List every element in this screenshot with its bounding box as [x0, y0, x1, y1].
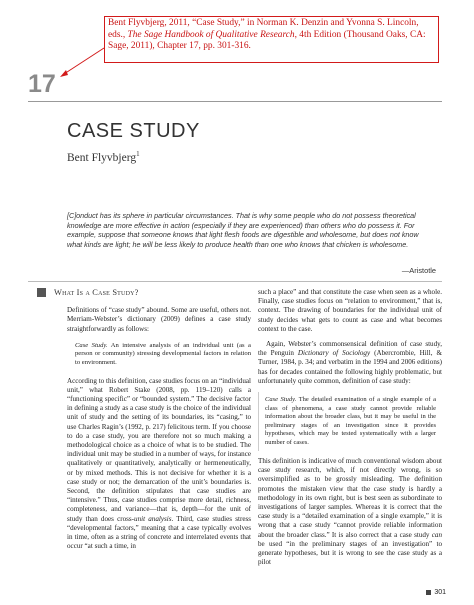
chapter-number: 17 — [28, 70, 56, 98]
left-column — [54, 288, 252, 557]
chapter-author — [67, 150, 140, 164]
definition-webster — [75, 340, 251, 370]
right-p3-italic: can — [431, 530, 442, 539]
right-p2-a: Again, Webster’s commonsensical definition of case study, the Penguin — [258, 340, 442, 358]
definition-term: Case Study. — [75, 341, 108, 349]
right-p3-a: This definition is indicative of much conventional wisdom about case study research, which, if not directly wrong, is so oversimplified as to be grossly misleading. The definition promotes the mistaken view that the case study is hardly a methodology in its own right, but is best seen as subordinate to investigations of larger samples. Whereas it is correct that the case study is a “detailed examination of a single example,” it is wrong that a case study “cannot provide reliable information about the broader class.” It is also correct that a case study — [258, 457, 442, 539]
citation-text-2: , 4th Edition (Thousand Oaks, CA: Sage, 2011), Chapter 17, pp. 301-316. — [108, 29, 426, 51]
right-p2-b: (Abercrombie, Hill, & Turner, 1984, p. 34; and verbatim in the 1994 and 2006 editions) has for decades contained the following highly problematic, but unfortunately quite common, definition of case study: — [258, 349, 442, 385]
left-p2-italic: unit analysis — [134, 514, 172, 523]
definition-term-2: Case Study. — [265, 396, 297, 404]
section-title: What Is a Case Study? — [54, 288, 139, 297]
epigraph-rule — [28, 281, 442, 282]
header-rule — [28, 101, 442, 102]
author-footnote-marker: 1 — [136, 150, 140, 158]
author-name: Bent Flyvbjerg — [67, 151, 137, 164]
page-number — [426, 589, 446, 596]
definition-text: An intensive analysis of an individual unit (as a person or community) stressing developmental factors in relation to environment. — [75, 341, 251, 366]
right-paragraph-3 — [258, 457, 442, 567]
citation-text-1: Bent Flyvbjerg, 2011, “Case Study,” in Norman K. Denzin and Yvonna S. Lincoln, eds., — [108, 18, 419, 40]
section-heading — [54, 288, 251, 297]
citation-book-title: The Sage Handbook of Qualitative Research — [127, 29, 295, 40]
definition-penguin — [258, 392, 442, 451]
left-paragraph-1: Definitions of “case study” abound. Some are useful, others not. Merriam-Webster’s dictionary (2009) defines a case study straightforwardly as follows: — [67, 306, 251, 333]
left-p2-text: According to this definition, case studies focus on an “individual unit,” what Robert Stake (2008, pp. 119–120) calls a “functioning specific” or “bounded system.” The decisive factor in defining a study as a case study is the choice of the individual unit of study and the setting of its boundaries, its “casing,” to use Charles Ragin’s (1992, p. 217) felicitous term. If you choose to do a case study, you are therefore not so much making a methodological choice as a choice of what is to be studied. The individual unit may be studied in a number of ways, for instance qualitatively or quantitatively, analytically or hermeneutically, or by mixed methods. This is not decisive for whether it is a case study or not; the demarcation of the unit’s boundaries is. Second, the definition stipulates that case studies are “intensive.” Thus, case studies comprise more detail, richness, completeness, and variance—that is, depth—for the unit of study than does cross- — [67, 376, 252, 523]
left-p2-end: . Third, case studies stress “developmental factors,” meaning that a case typically evolves in time, often as a string of concrete and interrelated events that occur “at such a time, in — [67, 514, 251, 551]
right-p3-b: be used “in the preliminary stages of an investigation” to generate hypotheses, but it is wrong to see the case study as a pilot — [258, 539, 442, 567]
page-number-text: 301 — [434, 589, 446, 596]
right-p2-italic: Dictionary of Sociology — [297, 349, 371, 358]
citation-note — [104, 16, 439, 63]
definition-text-2: The detailed examination of a single example of a class of phenomena, a case study cannot provide reliable information about the broader class, but it may be useful in the preliminary stages of an investigation since it provides hypotheses, which may be tested systematically with a larger number of cases. — [265, 396, 436, 446]
left-paragraph-2 — [67, 377, 251, 552]
page-marker-icon — [426, 590, 431, 595]
chapter-title: CASE STUDY — [67, 120, 200, 142]
right-paragraph-1: such a place” and that constitute the case when seen as a whole. Finally, case studies focus on “relation to environment,” that is, context. The drawing of boundaries for the individual unit of study decides what gets to count as case and what becomes context to the case. — [258, 288, 442, 333]
right-paragraph-2 — [258, 340, 442, 386]
right-column — [258, 288, 442, 573]
section-marker-icon — [37, 288, 46, 297]
epigraph-attribution: —Aristotle — [401, 266, 436, 275]
epigraph-text: [C]onduct has its sphere in particular circumstances. That is why some people who do not possess theoretical knowledge are more effective in action (especially if they are experienced) than others who do possess it. For example, suppose that someone knows that light flesh foods are digestible and wholesome, but does not know what kinds are light; he will be less likely to produce health than one who knows that chicken is wholesome. — [67, 211, 419, 249]
